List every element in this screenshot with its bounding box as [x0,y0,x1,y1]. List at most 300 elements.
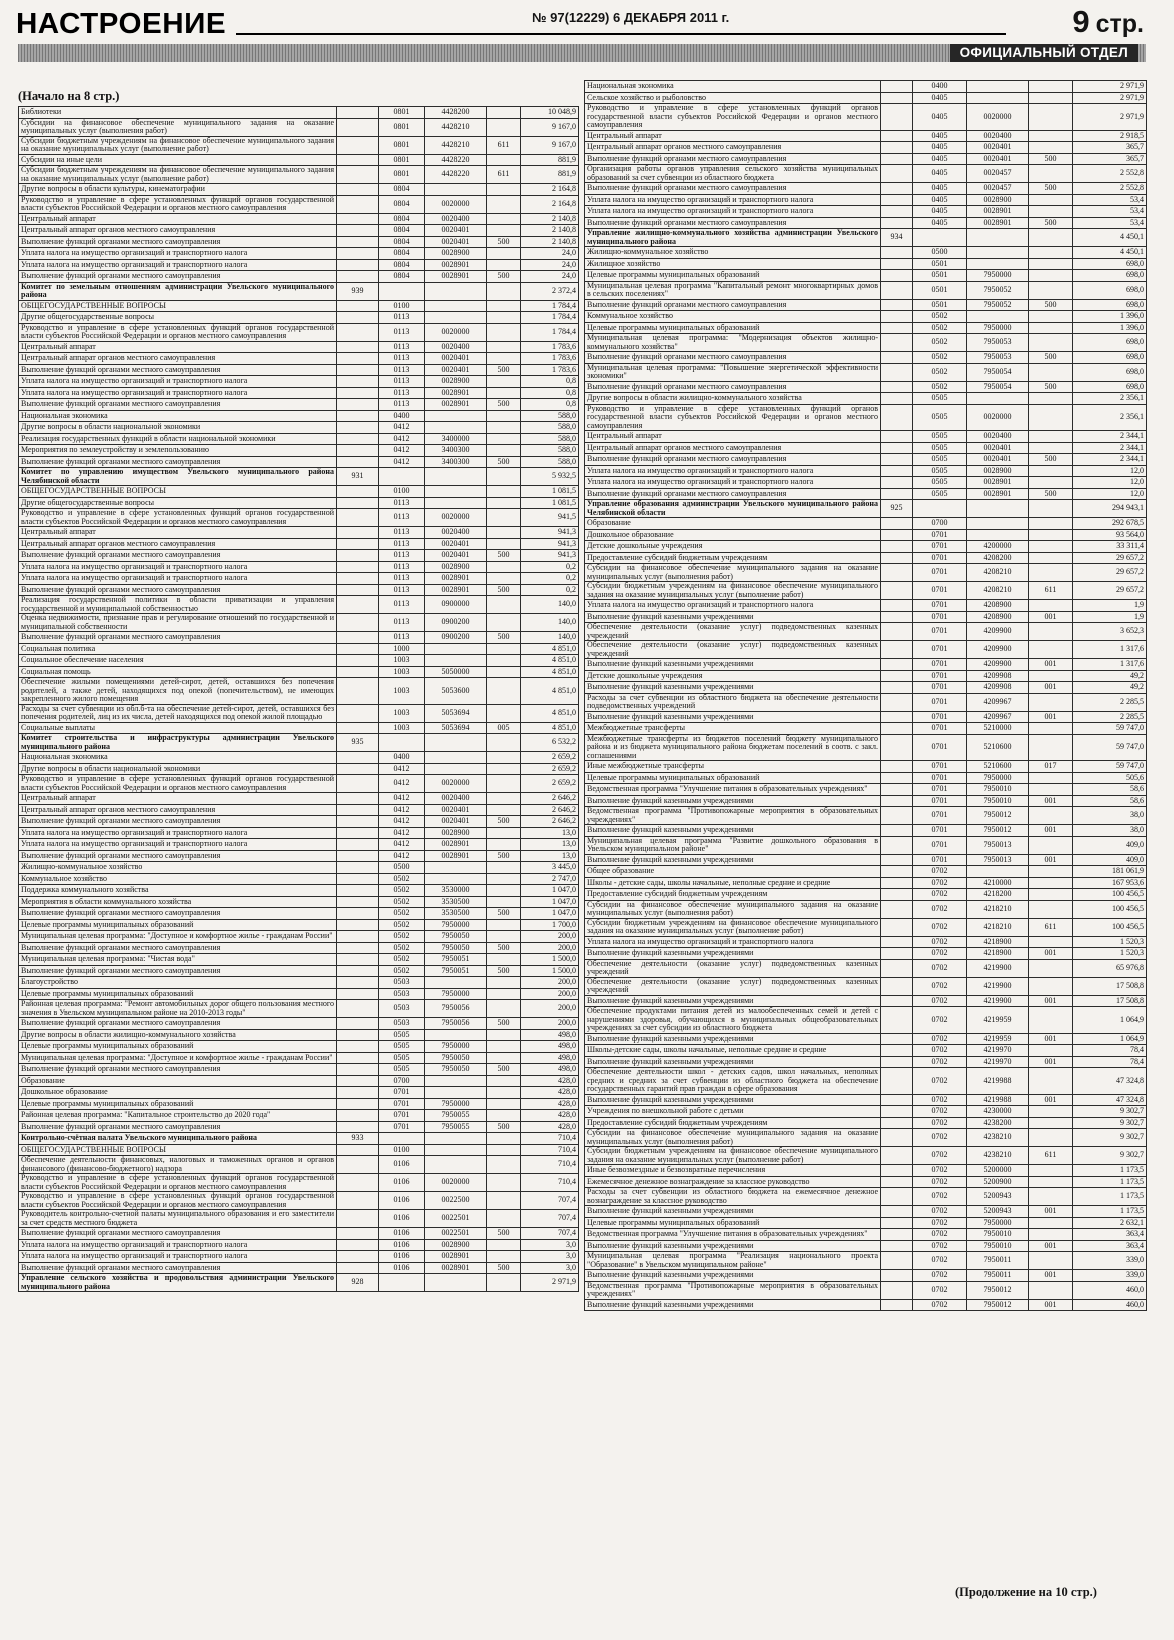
row-name: Межбюджетные трансферты из бюджетов поселений бюджету муниципального района и из бюджета муниципального района бюджетам поселений в соотв. с закл. соглашениями [585,734,881,761]
row-article-code: 3530500 [425,908,487,920]
row-section-code: 0702 [913,1281,967,1299]
budget-row [19,509,579,527]
row-expense-type-code [487,1052,521,1064]
row-amount: 698,0 [1073,334,1147,352]
row-department-code [337,614,379,632]
row-name: Выполнение функций органами местного самоуправления [19,1121,337,1133]
row-section-code: 0700 [379,1075,425,1087]
row-section-code: 0702 [913,1068,967,1095]
budget-row [19,643,579,655]
budget-row [19,931,579,943]
row-section-code: 0405 [913,104,967,131]
row-department-code [337,1121,379,1133]
row-expense-type-code [1029,465,1073,477]
row-expense-type-code: 500 [487,1121,521,1133]
row-department-code [337,827,379,839]
row-department-code [337,704,379,722]
row-name: Библиотеки [19,107,337,119]
row-expense-type-code: 001 [1029,854,1073,866]
row-name: Уплата налога на имущество организаций и транспортного налога [585,600,881,612]
row-amount: 2 356,1 [1073,404,1147,431]
row-department-code [881,404,913,431]
row-article-code [425,468,487,486]
row-expense-type-code [487,1174,521,1192]
row-section-code: 0113 [379,376,425,388]
row-expense-type-code [1029,889,1073,901]
budget-row [585,723,1147,735]
row-name: Организация работы органов управления сельского хозяйства муниципальных образований за счет субвенции из областного бюджета [585,165,881,183]
budget-row [19,1192,579,1210]
row-amount: 59 747,0 [1073,734,1147,761]
row-name: Реализация государственных функций в области национальной экономики [19,433,337,445]
row-department-code [881,1033,913,1045]
row-department-code [881,311,913,323]
row-expense-type-code [487,596,521,614]
row-expense-type-code [1029,104,1073,131]
budget-row [585,1299,1147,1311]
row-name: Жилищно-коммунальное хозяйство [585,247,881,259]
row-name: Выполнение функций органами местного самоуправления [585,183,881,195]
budget-row [585,1129,1147,1147]
row-section-code: 0502 [913,363,967,381]
row-department-code [337,988,379,1000]
row-article-code [425,312,487,324]
row-expense-type-code [1029,977,1073,995]
row-name: ОБЩЕГОСУДАРСТВЕННЫЕ ВОПРОСЫ [19,486,337,498]
budget-row [19,1087,579,1099]
row-expense-type-code [1029,1117,1073,1129]
row-name: Другие вопросы в области национальной экономики [19,422,337,434]
row-name: Центральный аппарат органов местного самоуправления [19,225,337,237]
row-amount: 38,0 [1073,807,1147,825]
row-name: Выполнение функций органами местного самоуправления [585,153,881,165]
budget-row [19,632,579,644]
row-article-code: 4218900 [967,948,1029,960]
row-article-code: 7950000 [425,919,487,931]
row-amount: 9 302,7 [1073,1129,1147,1147]
row-article-code: 0022500 [425,1192,487,1210]
row-amount: 1 173,5 [1073,1206,1147,1218]
row-amount: 140,0 [521,596,579,614]
row-section-code: 0502 [379,896,425,908]
row-department-code [337,1075,379,1087]
row-section-code: 0700 [913,518,967,530]
row-department-code [337,509,379,527]
row-name: Жилищно-коммунальное хозяйство [19,862,337,874]
row-amount: 1 047,0 [521,896,579,908]
row-article-code: 0028901 [425,259,487,271]
row-article-code: 7950056 [425,1000,487,1018]
row-department-code [337,942,379,954]
budget-row [585,807,1147,825]
row-amount: 33 311,4 [1073,541,1147,553]
row-section-code: 0405 [913,153,967,165]
row-department-code: 925 [881,500,913,518]
row-amount: 1,9 [1073,611,1147,623]
row-article-code: 4428200 [425,107,487,119]
row-department-code [337,632,379,644]
budget-row [585,772,1147,784]
row-amount: 1 064,9 [1073,1007,1147,1034]
row-expense-type-code: 500 [1029,217,1073,229]
row-department-code [337,1156,379,1174]
row-article-code: 7950055 [425,1110,487,1122]
row-article-code: 7950051 [425,954,487,966]
row-expense-type-code [1029,247,1073,259]
row-article-code: 0020000 [425,509,487,527]
row-amount: 17 508,8 [1073,995,1147,1007]
budget-row [19,399,579,411]
row-name: Уплата налога на имущество организаций и транспортного налога [19,376,337,388]
budget-row [19,885,579,897]
row-article-code: 7950010 [967,795,1029,807]
row-article-code: 7950012 [967,807,1029,825]
row-expense-type-code [487,323,521,341]
row-expense-type-code [487,486,521,498]
row-article-code: 7950051 [425,965,487,977]
budget-row [19,850,579,862]
row-department-code [881,104,913,131]
row-department-code [337,497,379,509]
budget-row [585,258,1147,270]
row-department-code [337,550,379,562]
row-name: Муниципальная целевая программа: "Доступное и комфортное жилье - гражданам России" [19,1052,337,1064]
row-amount: 1,9 [1073,600,1147,612]
row-expense-type-code [1029,529,1073,541]
row-expense-type-code [487,312,521,324]
budget-row [19,1210,579,1228]
row-amount: 1 064,9 [1073,1033,1147,1045]
row-expense-type-code [487,839,521,851]
row-expense-type-code [487,1210,521,1228]
row-name: Реализация государственной политики в области приватизации и управления государственной и муниципальной собственностью [19,596,337,614]
row-article-code: 0020401 [425,804,487,816]
row-amount: 59 747,0 [1073,723,1147,735]
row-expense-type-code [487,497,521,509]
row-name: Муниципальная целевая программа "Капитальный ремонт многоквартирных домов в сельских поселениях" [585,281,881,299]
row-expense-type-code: 001 [1029,711,1073,723]
row-section-code: 0702 [913,1206,967,1218]
row-department-code [337,850,379,862]
budget-row [19,1262,579,1274]
row-article-code [967,529,1029,541]
row-department-code [337,236,379,248]
row-name: Дошкольное образование [585,529,881,541]
budget-row [585,281,1147,299]
row-expense-type-code [487,248,521,260]
budget-row [585,442,1147,454]
row-amount: 1 047,0 [521,908,579,920]
row-expense-type-code: 500 [487,965,521,977]
row-section-code: 0113 [379,584,425,596]
row-article-code [425,752,487,764]
budget-row [19,136,579,154]
row-name: Уплата налога на имущество организаций и транспортного налога [19,259,337,271]
row-section-code: 0502 [379,908,425,920]
row-article-code: 7950050 [425,942,487,954]
row-expense-type-code [1029,693,1073,711]
row-expense-type-code [487,445,521,457]
row-section-code: 0801 [379,118,425,136]
row-department-code [337,862,379,874]
row-name: Выполнение функций казенными учреждениями [585,1206,881,1218]
row-section-code: 0804 [379,259,425,271]
row-department-code [337,376,379,388]
row-name: Другие общегосударственные вопросы [19,497,337,509]
row-expense-type-code [487,763,521,775]
row-expense-type-code: 500 [487,550,521,562]
row-name: Детские дошкольные учреждения [585,541,881,553]
row-expense-type-code: 001 [1029,1240,1073,1252]
row-amount: 100 456,5 [1073,900,1147,918]
row-amount: 4 450,1 [1073,229,1147,247]
row-expense-type-code [487,509,521,527]
row-expense-type-code: 500 [487,632,521,644]
row-article-code: 4209900 [967,623,1029,641]
row-amount: 941,3 [521,550,579,562]
row-article-code: 5200943 [967,1188,1029,1206]
budget-row [19,775,579,793]
row-section-code: 0113 [379,632,425,644]
budget-row [585,404,1147,431]
budget-row [19,1174,579,1192]
row-expense-type-code: 500 [1029,153,1073,165]
row-name: Выполнение функций органами местного самоуправления [585,488,881,500]
budget-row [585,1007,1147,1034]
budget-row [19,666,579,678]
row-expense-type-code [1029,1229,1073,1241]
row-article-code: 7950000 [967,1217,1029,1229]
row-expense-type-code [1029,723,1073,735]
row-section-code: 0701 [913,723,967,735]
budget-row [19,468,579,486]
row-article-code: 0020457 [967,165,1029,183]
row-name: Выполнение функций органами местного самоуправления [19,584,337,596]
row-article-code: 0020401 [425,538,487,550]
row-expense-type-code [1029,623,1073,641]
row-article-code: 4428220 [425,154,487,166]
row-department-code [881,977,913,995]
row-department-code [881,564,913,582]
row-expense-type-code [487,538,521,550]
budget-row [19,422,579,434]
row-amount: 698,0 [1073,258,1147,270]
row-article-code: 7950052 [967,299,1029,311]
row-name: Центральный аппарат органов местного самоуправления [19,804,337,816]
row-name: Управление образования администрации Увельского муниципального района Челябинской области [585,500,881,518]
row-amount: 941,5 [521,509,579,527]
row-amount: 13,0 [521,827,579,839]
row-section-code: 0801 [379,107,425,119]
row-expense-type-code [1029,959,1073,977]
row-article-code: 0020401 [967,142,1029,154]
row-section-code: 0702 [913,1117,967,1129]
row-amount: 941,3 [521,527,579,539]
row-department-code [881,1206,913,1218]
budget-row [585,518,1147,530]
row-section-code: 0412 [379,445,425,457]
row-section-code [379,282,425,300]
row-amount: 707,4 [521,1228,579,1240]
budget-row [19,259,579,271]
row-name: Центральный аппарат органов местного самоуправления [585,442,881,454]
page-indicator [1072,4,1144,40]
row-name: Выполнение функций органами местного самоуправления [19,908,337,920]
row-article-code: 4218200 [967,889,1029,901]
row-section-code: 0106 [379,1156,425,1174]
row-expense-type-code [487,919,521,931]
row-department-code [881,723,913,735]
row-amount: 47 324,8 [1073,1068,1147,1095]
row-department-code [337,596,379,614]
row-section-code: 0702 [913,959,967,977]
row-section-code: 0702 [913,1217,967,1229]
row-expense-type-code: 500 [487,236,521,248]
row-section-code: 0405 [913,92,967,104]
row-department-code [337,1098,379,1110]
row-amount: 2 140,8 [521,236,579,248]
row-name: Муниципальная целевая программа "Реализация национального проекта "Образование" в Увельском муниципальном районе" [585,1252,881,1270]
row-department-code [881,623,913,641]
row-section-code: 0702 [913,918,967,936]
row-name: ОБЩЕГОСУДАРСТВЕННЫЕ ВОПРОСЫ [19,300,337,312]
row-amount: 181 061,9 [1073,866,1147,878]
row-article-code [425,734,487,752]
row-amount: 3,0 [521,1239,579,1251]
row-section-code: 0801 [379,136,425,154]
row-amount: 29 657,2 [1073,564,1147,582]
budget-row [19,1251,579,1263]
row-expense-type-code [487,678,521,705]
row-department-code [337,752,379,764]
section-band [18,44,1146,62]
row-department-code [337,225,379,237]
row-expense-type-code: 017 [1029,761,1073,773]
row-expense-type-code [1029,393,1073,405]
budget-row [19,1064,579,1076]
row-name: Иные безвозмездные и безвозвратные перечисления [585,1165,881,1177]
row-article-code: 0020457 [967,183,1029,195]
row-expense-type-code [1029,1188,1073,1206]
row-name: Субсидии на финансовое обеспечение муниципального задания на оказание муниципальных услуг (выполнения работ) [585,564,881,582]
row-article-code [425,977,487,989]
row-name: Выполнение функций органами местного самоуправления [19,942,337,954]
row-article-code: 7950050 [425,1064,487,1076]
row-article-code: 0020401 [967,442,1029,454]
row-article-code: 5210600 [967,761,1029,773]
row-name: Расходы за счет субвенции из областного бюджета на ежемесячное денежное вознаграждение за классное руководство [585,1188,881,1206]
row-article-code: 4428210 [425,118,487,136]
row-name: Субсидии бюджетным учреждениям на финансовое обеспечение муниципального задания на оказание муниципальных услуг (выполнение работ) [585,918,881,936]
row-expense-type-code [1029,1129,1073,1147]
row-name: Субсидии на финансовое обеспечение муниципального задания на оказание муниципальных услуг (выполнения работ) [19,118,337,136]
row-expense-type-code: 001 [1029,825,1073,837]
row-department-code [337,839,379,851]
row-amount: 2 285,5 [1073,693,1147,711]
row-amount: 339,0 [1073,1270,1147,1282]
row-section-code: 0701 [913,600,967,612]
row-expense-type-code [1029,552,1073,564]
row-article-code [425,486,487,498]
row-section-code: 0804 [379,184,425,196]
row-amount: 710,4 [521,1174,579,1192]
row-expense-type-code [1029,670,1073,682]
row-name: Выполнение функций органами местного самоуправления [19,399,337,411]
row-name: Выполнение функций казенными учреждениями [585,1299,881,1311]
row-amount: 2 344,1 [1073,454,1147,466]
row-expense-type-code: 001 [1029,659,1073,671]
budget-row [19,873,579,885]
row-section-code: 0804 [379,248,425,260]
row-article-code: 0028901 [425,387,487,399]
row-section-code: 0412 [379,422,425,434]
row-article-code: 7950050 [425,931,487,943]
row-department-code [881,995,913,1007]
row-section-code: 0113 [379,323,425,341]
row-article-code: 0028900 [967,194,1029,206]
row-name: Руководство и управление в сфере установленных функций органов государственной власти субъектов Российской Федерации и органов местного самоуправления [19,1174,337,1192]
row-department-code [337,1064,379,1076]
row-section-code: 0801 [379,166,425,184]
row-amount: 2 659,2 [521,775,579,793]
row-article-code [967,393,1029,405]
row-amount: 1 081,5 [521,486,579,498]
row-name: Ведомственная программа "Улучшение питания в образовательных учреждениях" [585,784,881,796]
row-amount: 428,0 [521,1087,579,1099]
row-department-code [337,323,379,341]
row-department-code [337,931,379,943]
budget-row [585,1281,1147,1299]
row-name: Муниципальная целевая программа: "Повышение энергетической эффективности экономики" [585,363,881,381]
row-article-code: 0020401 [425,816,487,828]
budget-row [585,465,1147,477]
row-amount: 498,0 [521,1041,579,1053]
row-amount: 200,0 [521,931,579,943]
row-name: Выполнение функций казенными учреждениями [585,659,881,671]
row-department-code [337,259,379,271]
row-section-code: 0412 [379,456,425,468]
row-section-code: 0106 [379,1192,425,1210]
budget-row [585,81,1147,93]
row-section-code [913,500,967,518]
row-amount: 698,0 [1073,363,1147,381]
row-department-code [337,166,379,184]
row-amount: 428,0 [521,1110,579,1122]
row-section-code: 0400 [379,752,425,764]
row-department-code [881,1007,913,1034]
row-article-code [967,311,1029,323]
budget-row [585,866,1147,878]
row-article-code: 7950012 [967,1299,1029,1311]
row-amount: 2 140,8 [521,213,579,225]
row-name: Руководство и управление в сфере установленных функций органов государственной власти субъектов Российской Федерации и органов местного самоуправления [19,509,337,527]
row-name: Уплата налога на имущество организаций и транспортного налога [19,1251,337,1263]
row-department-code [881,1299,913,1311]
row-department-code [881,465,913,477]
row-department-code [337,1029,379,1041]
row-article-code: 7950013 [967,836,1029,854]
row-name: Выполнение функций органами местного самоуправления [585,381,881,393]
budget-row [585,194,1147,206]
row-amount: 29 657,2 [1073,582,1147,600]
row-department-code [337,184,379,196]
row-section-code: 0804 [379,213,425,225]
budget-row [585,1270,1147,1282]
row-article-code: 3400000 [425,433,487,445]
row-name: Межбюджетные трансферты [585,723,881,735]
row-name: Выполнение функций органами местного самоуправления [19,632,337,644]
row-department-code [881,153,913,165]
